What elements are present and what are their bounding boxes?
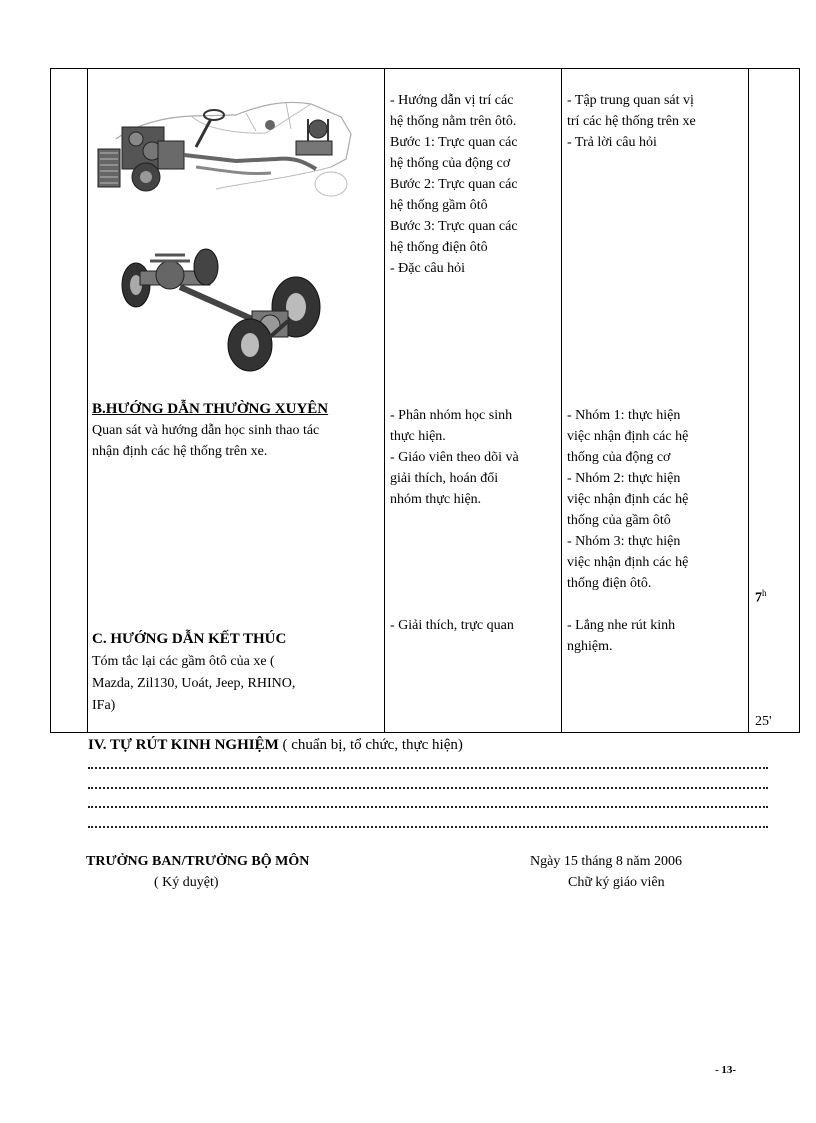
experience-heading: [88, 735, 463, 756]
signature-left-sub: ( Ký duyệt): [154, 875, 219, 890]
section-b-body-2: nhận định các hệ thống trên xe.: [92, 444, 268, 459]
experience-title: IV. TỰ RÚT KINH NGHIỆM: [88, 737, 279, 753]
section-c-body-3: IFa): [92, 698, 116, 713]
index-column: [51, 69, 88, 733]
lesson-table: [50, 68, 800, 733]
car-systems-figure: [96, 89, 358, 209]
time-column: [749, 69, 800, 733]
section-b-title: B.HƯỚNG DẪN THƯỜNG XUYÊN: [92, 401, 329, 417]
chassis-figure: [110, 241, 326, 373]
teacher-guidance-text: - Hướng dẫn vị trí các hệ thống nằm trên ôtô. Bước 1: Trực quan các hệ thống của động cơ Bước 2: Trực quan các hệ thống gầm ôtô Bước 3: Trực quan các hệ thống điện ôtô - Đặc câu hỏi: [390, 93, 518, 276]
dotted-line-2: [88, 785, 768, 789]
dotted-line-1: [88, 765, 768, 769]
section-c-title: C. HƯỚNG DẪN KẾT THÚC: [92, 631, 287, 647]
section-c-student-text: - Lắng nhe rút kinh nghiệm.: [567, 618, 676, 654]
section-b-body-1: Quan sát và hướng dẫn học sinh thao tác: [92, 423, 320, 438]
experience-subtitle: ( chuẩn bị, tổ chức, thực hiện): [278, 737, 463, 753]
section-c-time: 25': [755, 714, 772, 729]
student-guidance-text: - Tập trung quan sát vị trí các hệ thống trên xe - Trả lời câu hỏi: [567, 93, 696, 150]
dotted-line-3: [88, 804, 768, 808]
student-activity-column: [562, 69, 749, 733]
content-column: [88, 69, 385, 733]
dotted-line-4: [88, 824, 768, 828]
page-number: - 13-: [715, 1064, 737, 1076]
signature-right-sub: Chữ ký giáo viên: [568, 875, 665, 890]
section-c-body-1: Tóm tắc lại các gầm ôtô của xe (: [92, 654, 275, 669]
section-c-teacher-text: - Giải thích, trực quan: [390, 618, 514, 633]
signature-left-title: TRƯỞNG BAN/TRƯỞNG BỘ MÔN: [86, 854, 310, 869]
section-b-time: 7$^h$: [755, 588, 767, 606]
section-c-body-2: Mazda, Zil130, Uoát, Jeep, RHINO,: [92, 676, 296, 691]
teacher-activity-column: [385, 69, 562, 733]
signature-right-date: Ngày 15 tháng 8 năm 2006: [530, 854, 683, 869]
section-b-teacher-text: - Phân nhóm học sinh thực hiện. - Giáo viên theo dõi và giải thích, hoán đổi nhóm thực hiện.: [390, 408, 519, 507]
section-b-student-text: - Nhóm 1: thực hiện việc nhận định các hệ thống của động cơ - Nhóm 2: thực hiện việc nhận định các hệ thống của gầm ôtô - Nhóm 3: thực hiện việc nhận định các hệ thống điện ôtô.: [567, 408, 689, 591]
